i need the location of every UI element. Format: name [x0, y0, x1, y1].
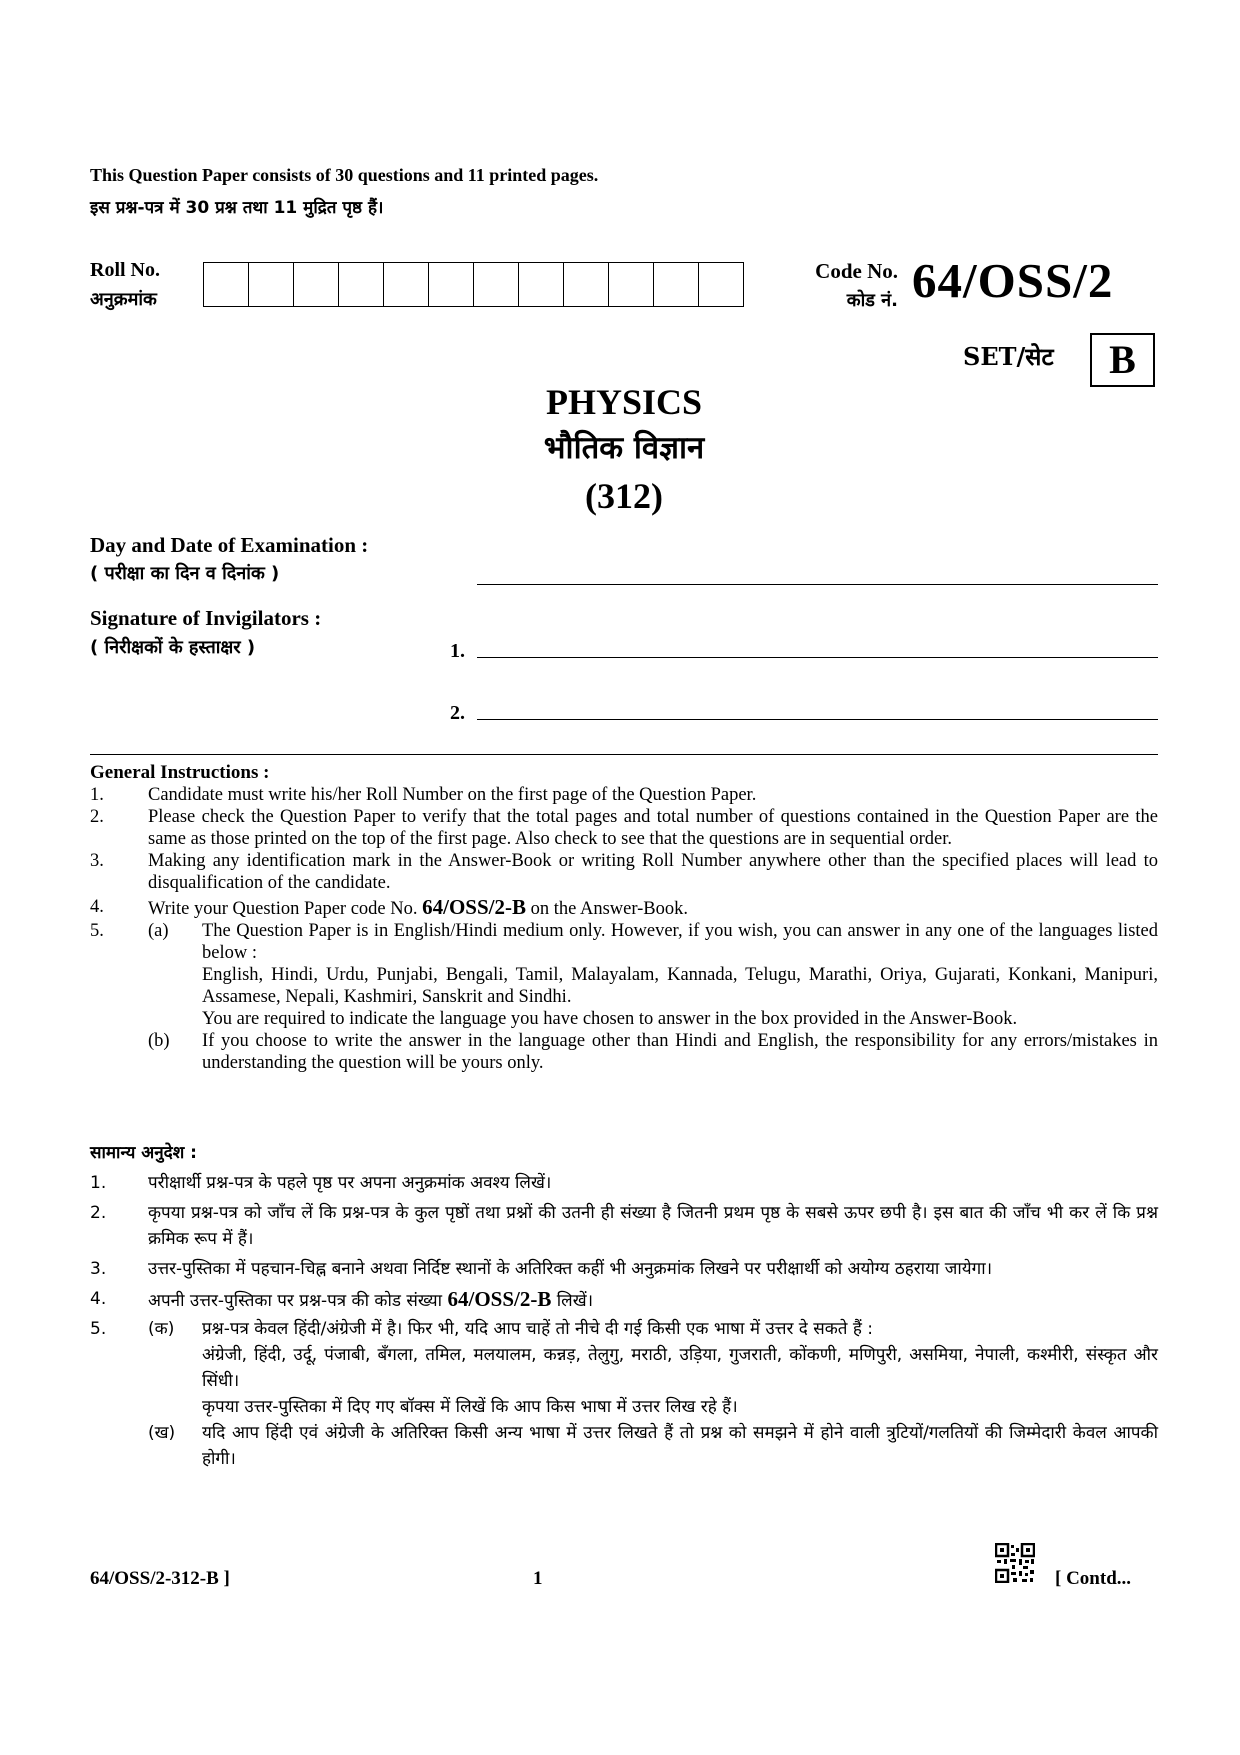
instruction-item: 1. Candidate must write his/her Roll Number on the first page of the Question Paper. — [90, 785, 757, 805]
instruction-item: 4. Write your Question Paper code No. 64/OSS/2-B on the Answer-Book. — [90, 895, 689, 919]
roll-digit-box[interactable] — [699, 263, 743, 306]
roll-digit-box[interactable] — [249, 263, 294, 306]
instructions-heading: General Instructions : — [90, 762, 270, 783]
code-label: Code No. कोड नं. — [815, 259, 898, 311]
instruction-item-hi: 3. उत्तर-पुस्तिका में पहचान-चिह्न बनाने अथवा निर्दिष्ट स्थानों के अतिरिक्त कहीं भी अनुक्रमांक लिखने पर परीक्षार्थी को अयोग्य ठहराया जायेगा। — [90, 1259, 993, 1279]
roll-label: Roll No. अनुक्रमांक — [90, 259, 160, 310]
roll-digit-box[interactable] — [564, 263, 609, 306]
sig1-number: 1. — [450, 640, 465, 662]
footer-code: 64/OSS/2-312-B ] — [90, 1568, 230, 1589]
roll-digit-box[interactable] — [654, 263, 699, 306]
set-label: SET/सेट — [963, 342, 1054, 371]
roll-digit-box[interactable] — [384, 263, 429, 306]
code-number: 64/OSS/2 — [912, 253, 1114, 308]
instruction-item: 5. (a) The Question Paper is in English/Hindi medium only. However, if you wish, you can answer in any one of the languages listed below : English, Hindi, Urdu, Punjabi, Bengali, Tamil, Malayalam, Kannada, Telugu, Marathi, Oriya, Gujarati, Konkani, Manipuri, Assamese, Nepali, Kashmiri, Sanskrit and Sindhi. You are required to indicate the language you have chosen to answer in the box provided in the Answer-Book. — [90, 921, 1158, 1029]
roll-digit-box[interactable] — [609, 263, 654, 306]
qr-code-icon — [995, 1543, 1035, 1583]
pages-info-hi: इस प्रश्न-पत्र में 30 प्रश्न तथा 11 मुद्रित पृष्ठ हैं। — [90, 198, 384, 218]
instruction-item: 2. Please check the Question Paper to verify that the total pages and total number of questions contained in the Question Paper are the same as those printed on the top of the first page. Also check to see that the questions are in sequential order. — [90, 807, 1158, 849]
signature-line-2[interactable] — [477, 719, 1158, 720]
instructions-heading-hi: सामान्य अनुदेश : — [90, 1143, 197, 1163]
page-number: 1 — [533, 1568, 543, 1589]
instruction-item: 3. Making any identification mark in the Answer-Book or writing Roll Number anywhere other than the specified places will lead to disqualification of the candidate. — [90, 851, 1158, 893]
roll-digit-box[interactable] — [474, 263, 519, 306]
roll-digit-box[interactable] — [429, 263, 474, 306]
subject-code: (312) — [585, 476, 663, 516]
invigilator-sign-label-hi: ( निरीक्षकों के हस्ताक्षर ) — [90, 637, 256, 658]
instruction-item-hi: 2. कृपया प्रश्न-पत्र को जाँच लें कि प्रश्न-पत्र के कुल पृष्ठों तथा प्रश्नों की उतनी ही संख्या है जितनी प्रथम पृष्ठ के सबसे ऊपर छपी है। इस बात की जाँच भी कर लें कि प्रश्न क्रमिक रूप में हैं। — [90, 1203, 1158, 1249]
roll-digit-box[interactable] — [294, 263, 339, 306]
sig2-number: 2. — [450, 702, 465, 724]
exam-date-label-hi: ( परीक्षा का दिन व दिनांक ) — [90, 563, 280, 584]
invigilator-sign-label: Signature of Invigilators : — [90, 606, 322, 630]
instruction-item: (b) If you choose to write the answer in the language other than Hindi and English, the responsibility for any errors/mistakes in understanding the question will be yours only. — [148, 1031, 1158, 1073]
instruction-item-hi: 1. परीक्षार्थी प्रश्न-पत्र के पहले पृष्ठ पर अपना अनुक्रमांक अवश्य लिखें। — [90, 1173, 552, 1193]
instruction-item-hi: (ख) यदि आप हिंदी एवं अंग्रेजी के अतिरिक्त किसी अन्य भाषा में उत्तर लिखते हैं तो प्रश्न को समझने में होने वाली त्रुटियों/गलतियों की जिम्मेदारी केवल आपकी होगी। — [148, 1423, 1158, 1469]
general-instructions-en — [90, 762, 1158, 1074]
signature-line-1[interactable] — [477, 657, 1158, 658]
exam-date-line[interactable] — [477, 584, 1158, 585]
general-instructions-hi — [90, 1140, 1158, 1472]
roll-number-boxes[interactable] — [203, 262, 744, 307]
roll-digit-box[interactable] — [204, 263, 249, 306]
section-divider — [90, 754, 1158, 755]
instruction-item-hi: 5. (क) प्रश्न-पत्र केवल हिंदी/अंग्रेजी में है। फिर भी, यदि आप चाहें तो नीचे दी गई किसी एक भाषा में उत्तर दे सकते हैं : अंग्रेजी, हिंदी, उर्दू, पंजाबी, बँगला, तमिल, मलयालम, कन्नड़, तेलुगु, मराठी, उड़िया, गुजराती, कोंकणी, मणिपुरी, असमिया, नेपाली, कश्मीरी, संस्कृत और सिंधी। कृपया उत्तर-पुस्तिका में दिए गए बॉक्स में लिखें कि आप किस भाषा में उत्तर लिख रहे हैं। — [90, 1319, 1158, 1417]
pages-info-en: This Question Paper consists of 30 questions and 11 printed pages. — [90, 165, 599, 185]
continued-label: [ Contd... — [1055, 1568, 1132, 1589]
roll-digit-box[interactable] — [339, 263, 384, 306]
subject-title-hi: भौतिक विज्ञान — [543, 430, 705, 466]
roll-digit-box[interactable] — [519, 263, 564, 306]
set-box: B — [1090, 333, 1155, 387]
subject-title: PHYSICS — [545, 382, 703, 422]
exam-date-label: Day and Date of Examination : — [90, 533, 369, 557]
instruction-item-hi: 4. अपनी उत्तर-पुस्तिका पर प्रश्न-पत्र की कोड संख्या 64/OSS/2-B लिखें। — [90, 1287, 594, 1311]
